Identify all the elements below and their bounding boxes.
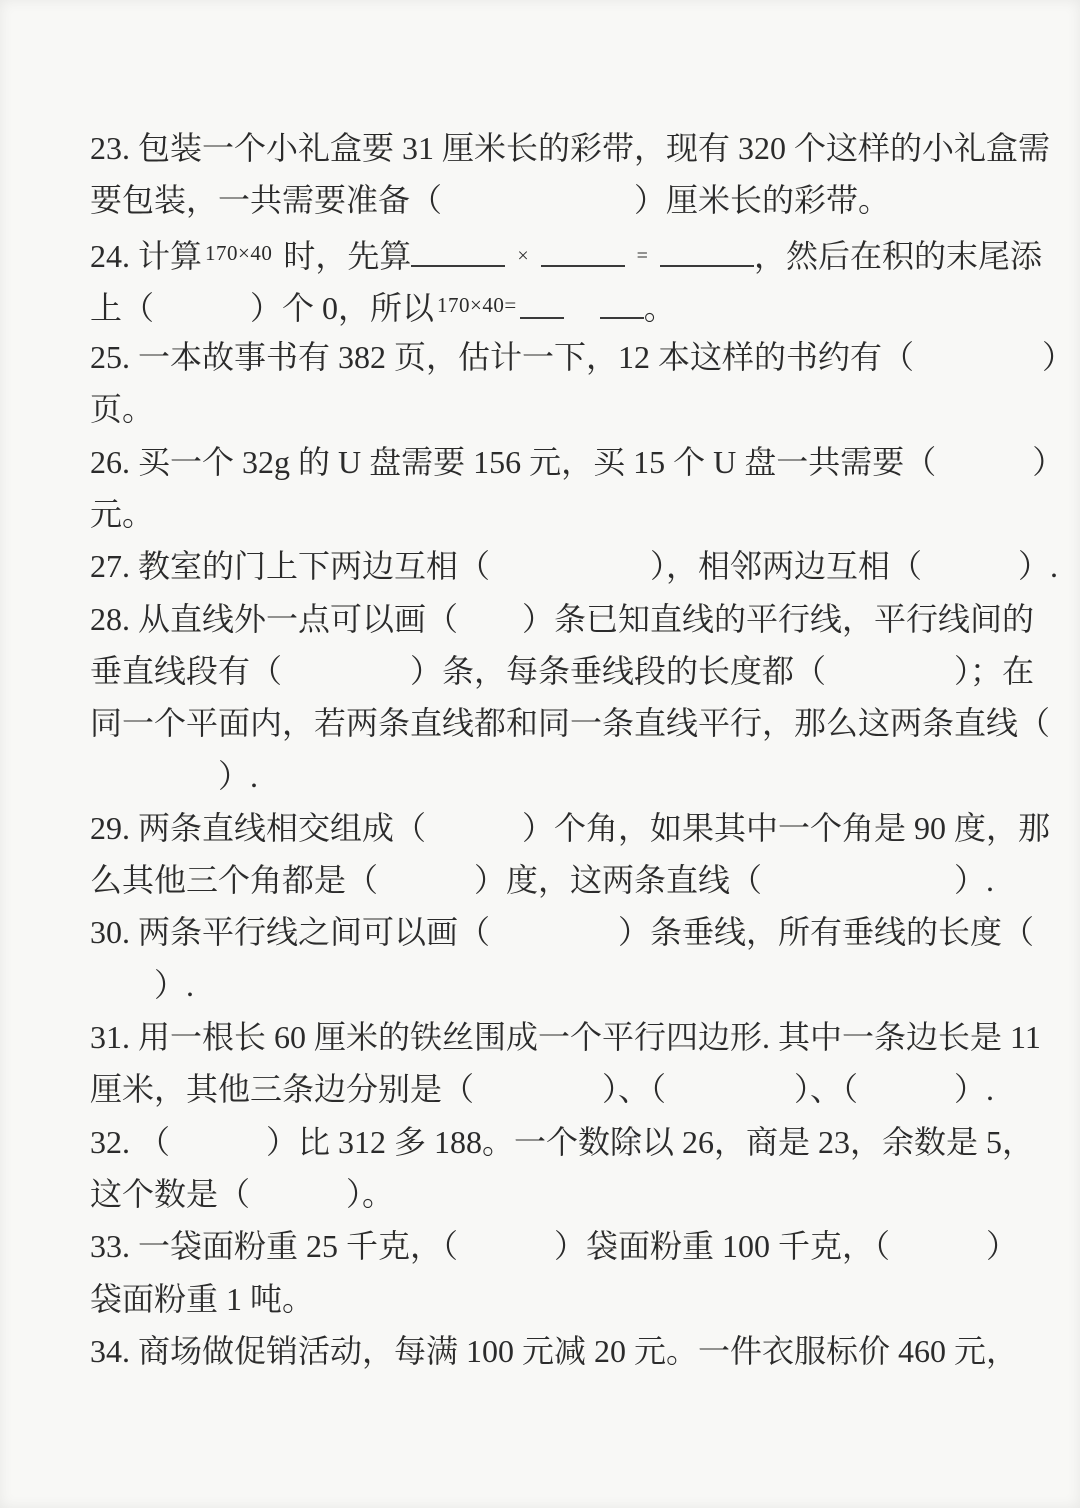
question-24-line2-suffix: 。 <box>643 289 676 326</box>
multiply-sign: × <box>517 244 529 267</box>
question-27-line-1: 27. 教室的门上下两边互相（ ），相邻两边互相（ ）. <box>90 548 1059 585</box>
question-29-line-1: 29. 两条直线相交组成（ ）个角，如果其中一个角是 90 度，那 <box>90 809 1051 846</box>
question-25-line-2: 页。 <box>90 391 155 428</box>
question-23-line-2: 要包装，一共需要准备（ ）厘米长的彩带。 <box>90 182 891 219</box>
expression-170x40: 170×40 <box>205 240 273 265</box>
question-32-line-1: 32. （ ）比 312 多 188。一个数除以 26，商是 23，余数是 5， <box>90 1123 1035 1160</box>
blank-underline <box>660 237 754 266</box>
question-24-line2-prefix: 上（ ）个 0，所以 <box>90 289 435 326</box>
question-23-line-1: 23. 包装一个小礼盒要 31 厘米长的彩带，现有 320 个这样的小礼盒需 <box>90 130 1051 166</box>
question-31-line-1: 31. 用一根长 60 厘米的铁丝围成一个平行四边形. 其中一条边长是 11 <box>90 1019 1041 1056</box>
question-28-line-4: ）. <box>90 757 259 794</box>
question-33-line-1: 33. 一袋面粉重 25 千克，（ ）袋面粉重 100 千克，（ ） <box>90 1228 1019 1265</box>
question-24-line-1 <box>90 227 1042 279</box>
question-24-line-2 <box>90 279 1002 331</box>
question-32-line-2: 这个数是（ ）。 <box>90 1175 395 1212</box>
question-29-line-2: 么其他三个角都是（ ）度，这两条直线（ ）. <box>90 862 995 899</box>
question-24-suffix: ，然后在积的末尾添 <box>753 237 1042 274</box>
question-24-mid: 时，先算 <box>275 237 412 274</box>
question-26-line-2: 元。 <box>90 496 155 533</box>
blank-underline <box>600 290 644 319</box>
blank-underline <box>520 290 564 319</box>
question-28-line-3: 同一个平面内，若两条直线都和同一条直线平行，那么这两条直线（ <box>90 705 1051 742</box>
question-31-line-2: 厘米，其他三条边分别是（ ）、（ ）、（ ）. <box>90 1071 995 1108</box>
question-25-line-1: 25. 一本故事书有 382 页，估计一下，12 本这样的书约有（ ） <box>90 339 1075 376</box>
question-33-line-2: 袋面粉重 1 吨。 <box>90 1280 315 1317</box>
expression-170x40-equals: 170×40= <box>437 292 517 317</box>
question-24-prefix: 24. 计算 <box>90 237 203 274</box>
question-28-line-1: 28. 从直线外一点可以画（ ）条已知直线的平行线，平行线间的 <box>90 600 1035 637</box>
question-34-line-1: 34. 商场做促销活动，每满 100 元减 20 元。一件衣服标价 460 元， <box>90 1332 1019 1369</box>
question-26-line-1: 26. 买一个 32g 的 U 盘需要 156 元，买 15 个 U 盘一共需要（ ） <box>90 443 1065 480</box>
blank-underline <box>411 237 505 266</box>
blank-underline <box>541 237 625 266</box>
question-30-line-1: 30. 两条平行线之间可以画（ ）条垂线，所有垂线的长度（ <box>90 914 1035 951</box>
question-28-line-2: 垂直线段有（ ）条，每条垂线段的长度都（ ）；在 <box>90 652 1035 689</box>
question-30-line-2: ）. <box>90 966 195 1003</box>
equals-sign: = <box>636 244 648 267</box>
